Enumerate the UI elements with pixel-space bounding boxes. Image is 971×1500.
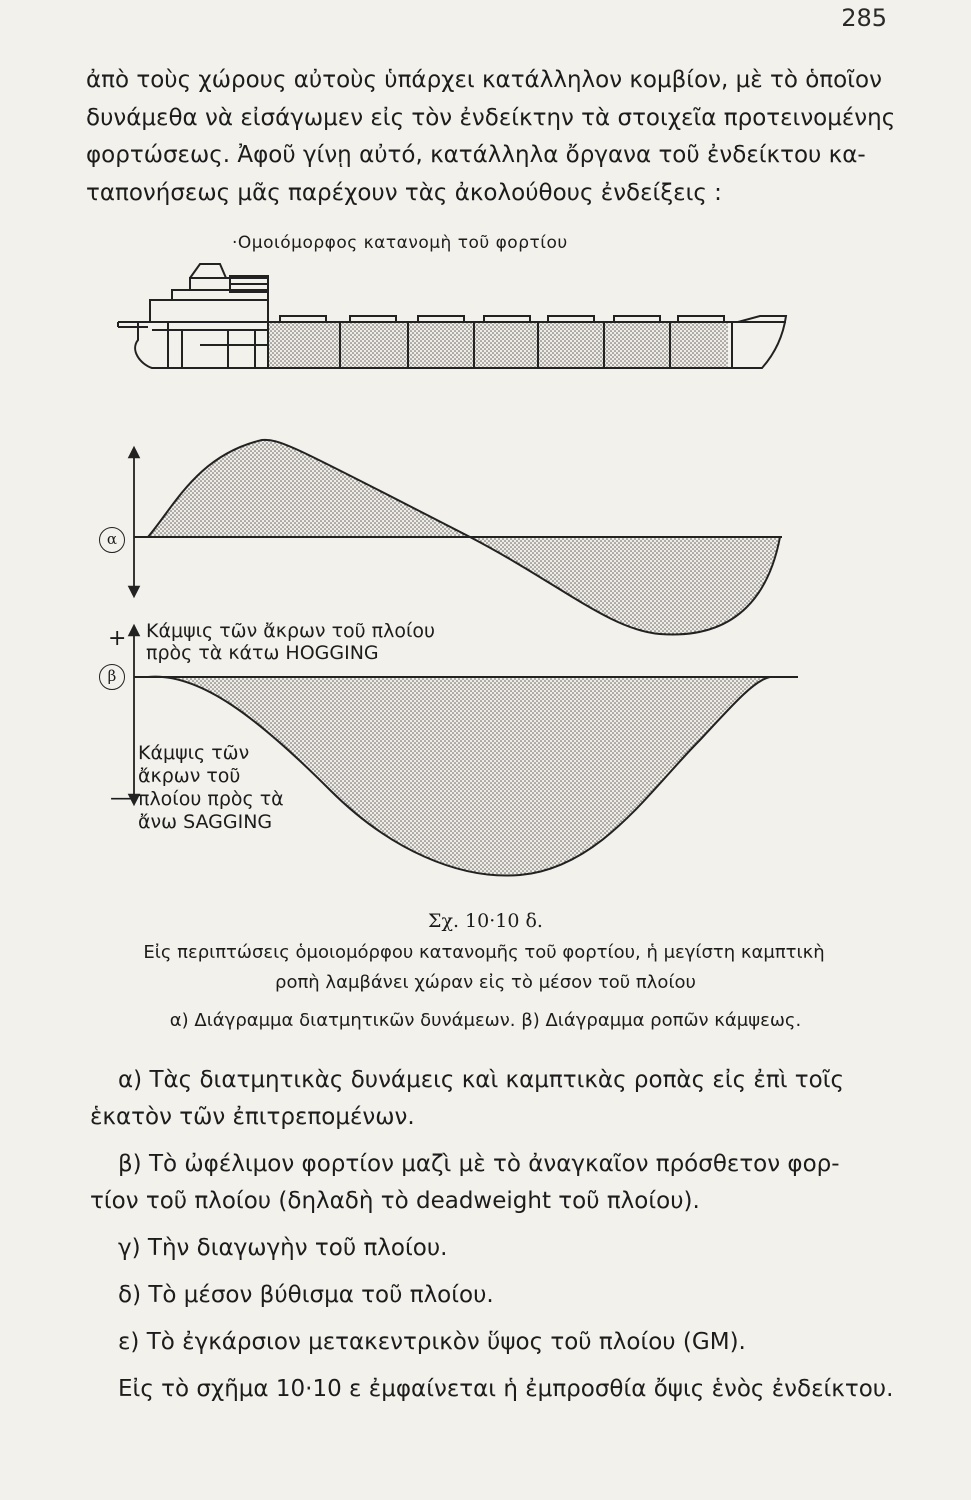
list-item-c: γ) Τὴν διαγωγὴν τοῦ πλοίου.	[118, 1235, 448, 1261]
cargo-hold-area	[268, 322, 728, 367]
sagging-label-line: πλοίου πρὸς τὰ	[138, 788, 284, 810]
intro-line: φορτώσεως. Ἀφοῦ γίνῃ αὐτό, κατάλληλα ὄργανα τοῦ ἐνδείκτου κα-	[86, 142, 866, 168]
list-item-d: δ) Τὸ μέσον βύθισμα τοῦ πλοίου.	[118, 1282, 494, 1308]
minus-sign: —	[110, 786, 132, 811]
final-sentence: Εἰς τὸ σχῆμα 10·10 ε ἐμφαίνεται ἡ ἐμπροσθία ὄψις ἑνὸς ἐνδείκτου.	[118, 1376, 894, 1402]
sagging-label-line: Κάμψις τῶν	[138, 742, 250, 764]
intro-line: ἀπὸ τοὺς χώρους αὐτοὺς ὑπάρχει κατάλληλον κομβίον, μὲ τὸ ὁποῖον	[86, 67, 882, 93]
label-b: β	[99, 664, 125, 690]
list-item-a: α) Τὰς διατμητικὰς δυνάμεις καὶ καμπτικὰς ροπὰς εἰς ἐπὶ τοῖς	[118, 1067, 844, 1093]
label-a: α	[99, 527, 125, 553]
figure-title: ·Ομοιόμορφος κατανομὴ τοῦ φορτίου	[232, 233, 568, 253]
indications-list	[90, 1062, 910, 1408]
plus-sign: +	[108, 626, 127, 651]
list-item-b-cont: τίον τοῦ πλοίου (δηλαδὴ τὸ deadweight τοῦ πλοίου).	[90, 1188, 700, 1214]
caption-line: α) Διάγραμμα διατμητικῶν δυνάμεων. β) Διάγραμμα ροπῶν κάμψεως.	[169, 1010, 802, 1031]
bending-moment-curve	[148, 677, 770, 876]
hogging-label-line: Κάμψις τῶν ἄκρων τοῦ πλοίου	[146, 620, 436, 642]
list-item-e: ε) Τὸ ἐγκάρσιον μετακεντρικὸν ὕψος τοῦ πλοίου (GM).	[118, 1329, 746, 1355]
shear-force-negative	[470, 537, 780, 634]
sagging-label-line: ἄκρων τοῦ	[138, 765, 241, 787]
sagging-label-line: ἄνω SAGGING	[138, 811, 273, 833]
page-number: 285	[841, 4, 887, 32]
caption-line: Εἰς περιπτώσεις ὁμοιομόρφου κατανομῆς τοῦ φορτίου, ἡ μεγίστη καμπτικὴ	[143, 942, 825, 963]
list-item-a-cont: ἑκατὸν τῶν ἐπιτρεπομένων.	[90, 1104, 415, 1130]
intro-line: ταπονήσεως μᾶς παρέχουν τὰς ἀκολούθους ἐνδείξεις :	[86, 179, 722, 206]
caption-line: ροπὴ λαμβάνει χώραν εἰς τὸ μέσον τοῦ πλοίου	[275, 972, 696, 993]
intro-line: δυνάμεθα νὰ εἰσάγωμεν εἰς τὸν ἐνδείκτην τὰ στοιχεῖα προτεινομένης	[86, 104, 896, 131]
hogging-label-line: πρὸς τὰ κάτω HOGGING	[146, 642, 379, 664]
list-item-b: β) Τὸ ὠφέλιμον φορτίον μαζὶ μὲ τὸ ἀναγκαῖον πρόσθετον φορ-	[118, 1151, 840, 1177]
figure-number: Σχ. 10·10 δ.	[428, 910, 543, 932]
ship-profile	[118, 264, 786, 368]
shear-force-positive	[148, 440, 470, 537]
